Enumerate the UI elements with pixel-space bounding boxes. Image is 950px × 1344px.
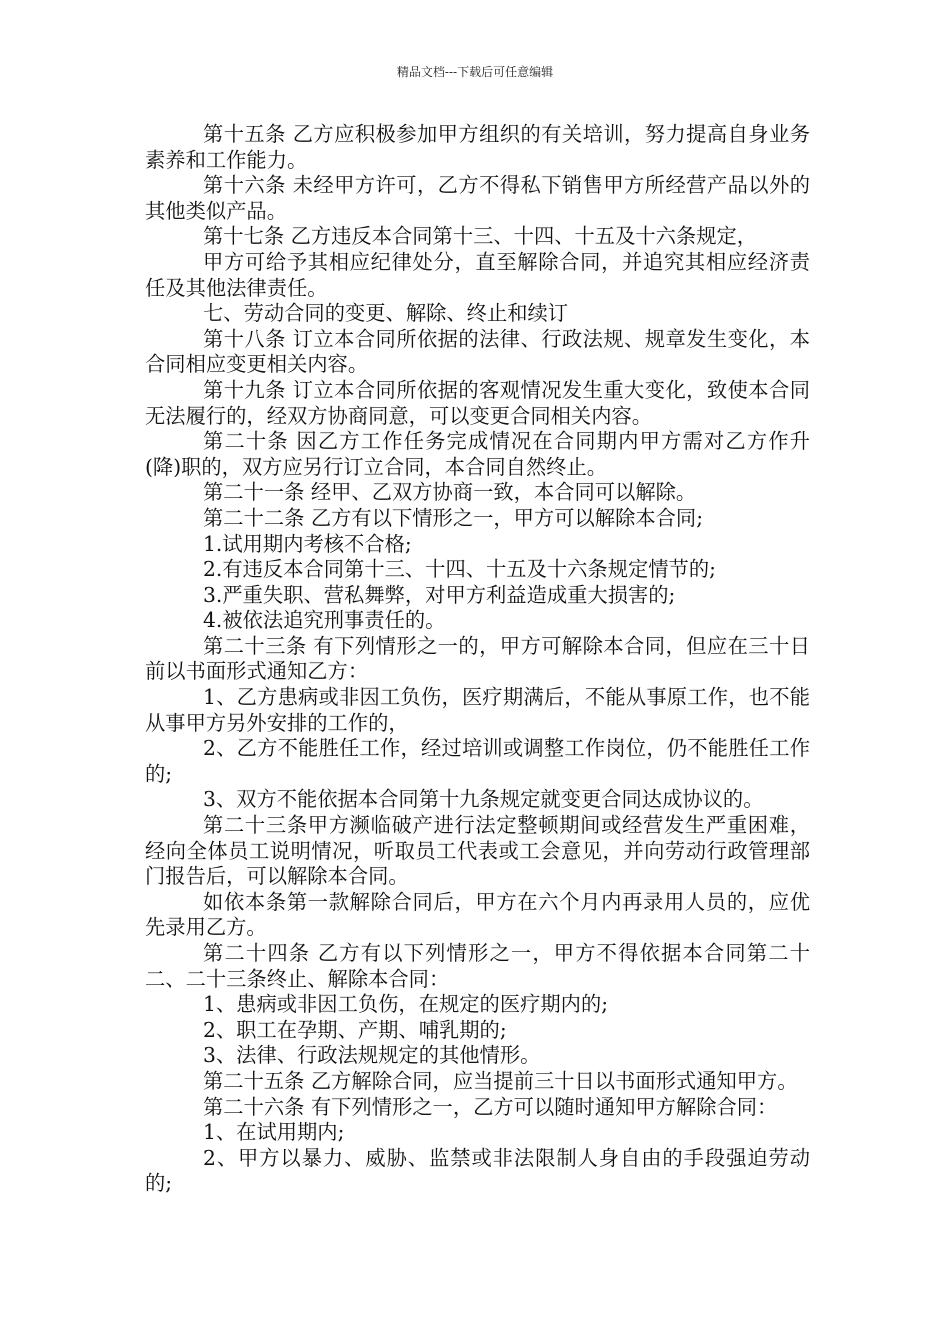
list-item: 3、双方不能依据本合同第十九条规定就变更合同达成协议的。 [203,787,764,812]
paragraph-article-24: 第二十四条 乙方有以下列情形之一，甲方不得依据本合同第二十二、二十三条终止、解除本合同： [145,941,810,991]
paragraph-article-19: 第十九条 订立本合同所依据的客观情况发生重大变化，致使本合同无法履行的，经双方协商同意，可以变更合同相关内容。 [145,377,810,428]
list-item: 3、法律、行政法规规定的其他情形。 [203,1043,541,1068]
paragraph-article-23-note: 如依本条第一款解除合同后，甲方在六个月内再录用人员的，应优先录用乙方。 [145,889,810,940]
paragraph-article-25: 第二十五条 乙方解除合同，应当提前三十日以书面形式通知甲方。 [203,1068,798,1093]
paragraph-article-22: 第二十二条 乙方有以下情形之一，甲方可以解除本合同; [203,505,704,530]
paragraph-article-26: 第二十六条 有下列情形之一，乙方可以随时通知甲方解除合同： [203,1094,778,1119]
list-item: 2.有违反本合同第十三、十四、十五及十六条规定情节的; [203,557,716,582]
paragraph-article-17-cont: 甲方可给予其相应纪律处分，直至解除合同，并追究其相应经济责任及其他法律责任。 [145,249,810,300]
section-heading-7: 七、劳动合同的变更、解除、终止和续订 [203,301,569,326]
paragraph-article-23-b: 第二十三条甲方濒临破产进行法定整顿期间或经营发生严重困难，经向全体员工说明情况，听取员工代表或工会意见，并向劳动行政管理部门报告后，可以解除本合同。 [145,813,810,889]
document-body [145,122,810,1197]
paragraph-article-15: 第十五条 乙方应积极参加甲方组织的有关培训，努力提高自身业务素养和工作能力。 [145,122,810,172]
list-item: 1.试用期内考核不合格; [203,531,412,556]
paragraph-article-21: 第二十一条 经甲、乙双方协商一致，本合同可以解除。 [203,480,697,505]
paragraph-article-16: 第十六条 未经甲方许可，乙方不得私下销售甲方所经营产品以外的其他类似产品。 [145,173,810,223]
list-item: 4.被依法追究刑事责任的。 [203,608,446,633]
list-item: 2、职工在孕期、产期、哺乳期的; [203,1017,507,1042]
page-header: 精品文档---下载后可任意编辑 [396,65,554,79]
paragraph-article-18: 第十八条 订立本合同所依据的法律、行政法规、规章发生变化，本合同相应变更相关内容。 [145,326,810,377]
list-item: 1、患病或非因工负伤，在规定的医疗期内的; [203,992,609,1017]
paragraph-article-23: 第二十三条 有下列情形之一的，甲方可解除本合同，但应在三十日前以书面形式通知乙方： [145,633,810,684]
list-item: 2、乙方不能胜任工作，经过培训或调整工作岗位，仍不能胜任工作的; [145,736,810,786]
paragraph-article-20: 第二十条 因乙方工作任务完成情况在合同期内甲方需对乙方作升(降)职的，双方应另行订立合同，本合同自然终止。 [145,429,810,479]
paragraph-article-17: 第十七条 乙方违反本合同第十三、十四、十五及十六条规定， [203,224,758,249]
list-item: 3.严重失职、营私舞弊，对甲方利益造成重大损害的; [203,582,676,607]
list-item: 1、乙方患病或非因工负伤，医疗期满后，不能从事原工作，也不能从事甲方另外安排的工作的， [145,685,810,735]
list-item: 2、甲方以暴力、威胁、监禁或非法限制人身自由的手段强迫劳动的; [145,1145,810,1196]
list-item: 1、在试用期内; [203,1120,345,1145]
